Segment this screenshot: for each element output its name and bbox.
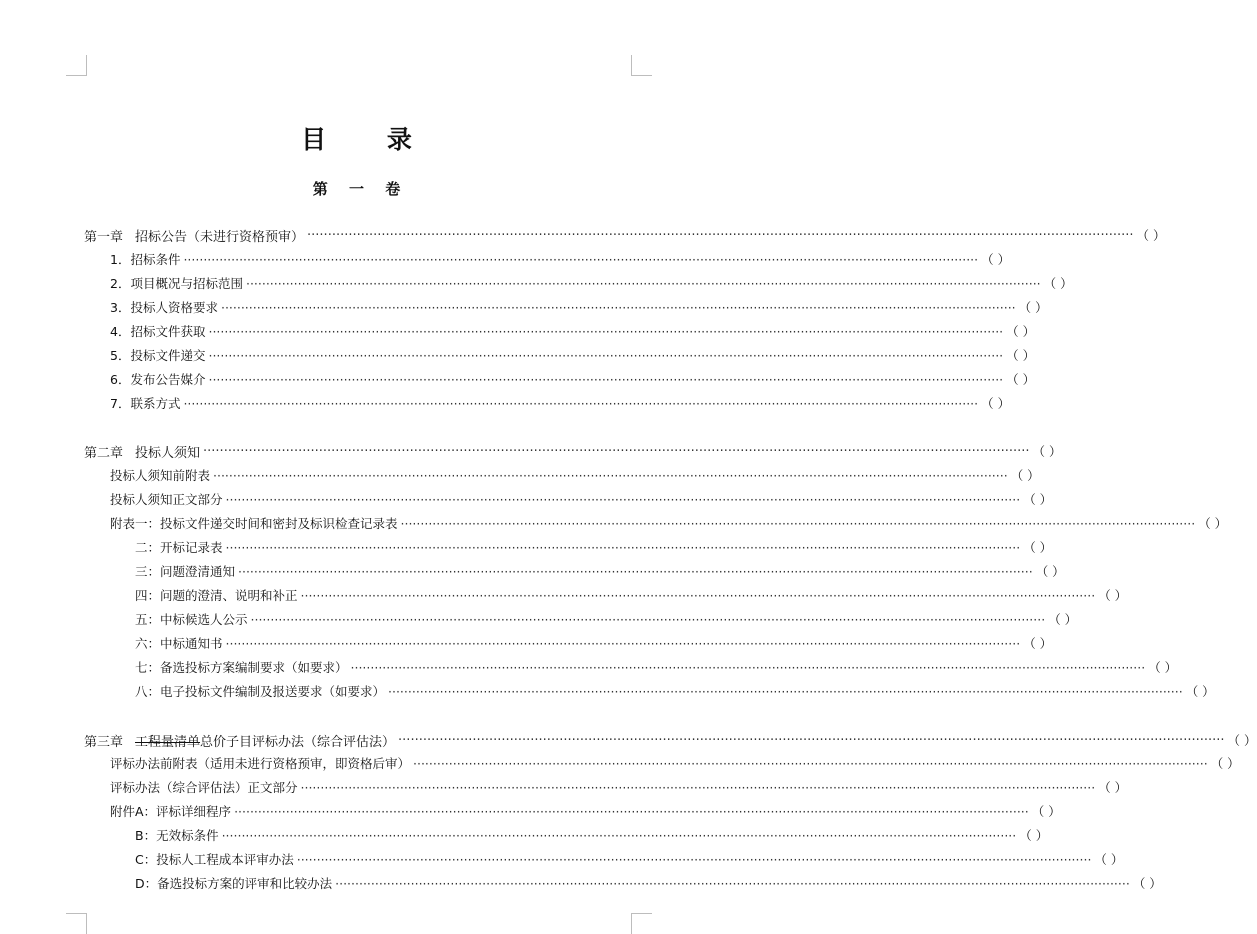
page-number: （ ）	[1094, 852, 1124, 867]
chapter-title: 投标人须知	[135, 445, 201, 461]
page-corner-mark	[631, 913, 652, 934]
entry-label: 5．投标文件递交	[110, 348, 206, 363]
toc-entry[interactable]	[110, 777, 1128, 797]
toc-entry[interactable]	[135, 681, 1215, 701]
leader-dots: ········································································································································································································	[245, 275, 1041, 291]
page-corner-mark	[66, 55, 87, 76]
page-number: （ ）	[1031, 804, 1061, 819]
leader-dots: ········································································································································································································	[183, 251, 979, 267]
chapter-number: 第三章	[84, 734, 124, 750]
toc-entry[interactable]	[110, 513, 1228, 533]
entry-label: 五：中标候选人公示	[135, 612, 248, 627]
leader-dots: ········································································································································································································	[413, 755, 1208, 771]
page-number: （ ）	[1035, 564, 1065, 579]
page-number: （ ）	[1185, 684, 1215, 699]
leader-dots: ········································································································································································································	[208, 371, 1004, 387]
page-corner-mark	[631, 55, 652, 76]
chapter-number: 第一章	[84, 229, 124, 245]
leader-dots: ········································································································································································································	[350, 659, 1146, 675]
page-number: （ ）	[1098, 588, 1128, 603]
leader-dots: ········································································································································································································	[213, 467, 1008, 483]
leader-dots: ········································································································································································································	[398, 732, 1225, 748]
toc-entry[interactable]	[135, 537, 1053, 557]
toc-entry[interactable]	[135, 585, 1128, 605]
entry-label: 6．发布公告媒介	[110, 372, 206, 387]
leader-dots: ········································································································································································································	[296, 851, 1092, 867]
leader-dots: ········································································································································································································	[300, 587, 1096, 603]
document-title: 目 录	[301, 125, 438, 154]
toc-entry[interactable]	[110, 321, 1036, 341]
page-number: （ ）	[1018, 300, 1048, 315]
toc-chapter-2[interactable]	[84, 441, 1062, 461]
leader-dots: ········································································································································································································	[208, 347, 1004, 363]
page-number: （ ）	[1006, 324, 1036, 339]
entry-label: 附件A：评标详细程序	[110, 804, 232, 819]
page-number: （ ）	[981, 252, 1011, 267]
toc-entry[interactable]	[110, 249, 1011, 269]
page-number: （ ）	[1006, 372, 1036, 387]
leader-dots: ········································································································································································································	[307, 227, 1134, 243]
toc-chapter-3[interactable]	[84, 730, 1257, 750]
page-number: （ ）	[1198, 516, 1228, 531]
entry-label: 4．招标文件获取	[110, 324, 206, 339]
page-number: （ ）	[1023, 636, 1053, 651]
entry-label: 7．联系方式	[110, 396, 181, 411]
page-number: （ ）	[1148, 660, 1178, 675]
toc-entry[interactable]	[110, 393, 1011, 413]
leader-dots: ········································································································································································································	[183, 395, 979, 411]
page-number: （ ）	[1132, 876, 1162, 891]
entry-label: 投标人须知前附表	[110, 468, 211, 483]
toc-entry[interactable]	[110, 273, 1073, 293]
entry-label: D：备选投标方案的评审和比较办法	[135, 876, 333, 891]
toc-entry[interactable]	[110, 465, 1040, 485]
toc-entry[interactable]	[110, 297, 1048, 317]
entry-label: 2．项目概况与招标范围	[110, 276, 243, 291]
leader-dots: ········································································································································································································	[300, 779, 1096, 795]
entry-label: B：无效标条件	[135, 828, 219, 843]
toc-entry[interactable]	[135, 825, 1049, 845]
entry-label: 八：电子投标文件编制及报送要求（如要求）	[135, 684, 386, 699]
entry-label: 四：问题的澄清、说明和补正	[135, 588, 298, 603]
toc-entry[interactable]	[110, 369, 1036, 389]
page-number: （ ）	[1032, 444, 1062, 459]
entry-label: 评标办法（综合评估法）正文部分	[110, 780, 298, 795]
toc-entry[interactable]	[135, 609, 1078, 629]
page-number: （ ）	[1136, 228, 1166, 243]
toc-entry[interactable]	[135, 873, 1162, 893]
chapter-title: 总价子目评标办法（综合评估法）	[200, 734, 396, 750]
page-number: （ ）	[1227, 733, 1257, 748]
leader-dots: ········································································································································································································	[225, 539, 1021, 555]
leader-dots: ········································································································································································································	[225, 635, 1021, 651]
entry-label: 评标办法前附表（适用未进行资格预审，即资格后审）	[110, 756, 411, 771]
page-number: （ ）	[1019, 828, 1049, 843]
entry-label: 3．投标人资格要求	[110, 300, 218, 315]
leader-dots: ········································································································································································································	[335, 875, 1130, 891]
chapter-title: 招标公告（未进行资格预审）	[135, 229, 305, 245]
leader-dots: ········································································································································································································	[208, 323, 1004, 339]
page-number: （ ）	[1210, 756, 1240, 771]
leader-dots: ········································································································································································································	[400, 515, 1196, 531]
entry-label: 六：中标通知书	[135, 636, 223, 651]
toc-entry[interactable]	[135, 657, 1178, 677]
page-number: （ ）	[1048, 612, 1078, 627]
chapter-number: 第二章	[84, 445, 124, 461]
toc-chapter-1[interactable]	[84, 225, 1166, 245]
entry-label: 三：问题澄清通知	[135, 564, 236, 579]
entry-label: 投标人须知正文部分	[110, 492, 223, 507]
leader-dots: ········································································································································································································	[203, 443, 1030, 459]
leader-dots: ········································································································································································································	[221, 827, 1017, 843]
leader-dots: ········································································································································································································	[225, 491, 1021, 507]
page-number: （ ）	[1006, 348, 1036, 363]
toc-entry[interactable]	[110, 753, 1240, 773]
leader-dots: ········································································································································································································	[234, 803, 1029, 819]
entry-label: C：投标人工程成本评审办法	[135, 852, 294, 867]
toc-entry[interactable]	[110, 489, 1053, 509]
page-number: （ ）	[1043, 276, 1073, 291]
page-number: （ ）	[1098, 780, 1128, 795]
leader-dots: ········································································································································································································	[238, 563, 1033, 579]
entry-label: 1．招标条件	[110, 252, 181, 267]
chapter-title-struck: 工程量清单	[135, 734, 201, 750]
page-number: （ ）	[1023, 492, 1053, 507]
toc-entry[interactable]	[135, 633, 1053, 653]
page-corner-mark	[66, 913, 87, 934]
page-number: （ ）	[981, 396, 1011, 411]
page-number: （ ）	[1010, 468, 1040, 483]
entry-label: 二：开标记录表	[135, 540, 223, 555]
entry-label: 附表一：投标文件递交时间和密封及标识检查记录表	[110, 516, 398, 531]
leader-dots: ········································································································································································································	[388, 683, 1183, 699]
toc-entry[interactable]	[135, 849, 1124, 869]
entry-label: 七：备选投标方案编制要求（如要求）	[135, 660, 348, 675]
leader-dots: ········································································································································································································	[220, 299, 1016, 315]
page-number: （ ）	[1023, 540, 1053, 555]
toc-entry[interactable]	[135, 561, 1065, 581]
volume-subtitle: 第 一 卷	[312, 180, 409, 198]
leader-dots: ········································································································································································································	[250, 611, 1046, 627]
toc-entry[interactable]	[110, 801, 1061, 821]
toc-entry[interactable]	[110, 345, 1036, 365]
